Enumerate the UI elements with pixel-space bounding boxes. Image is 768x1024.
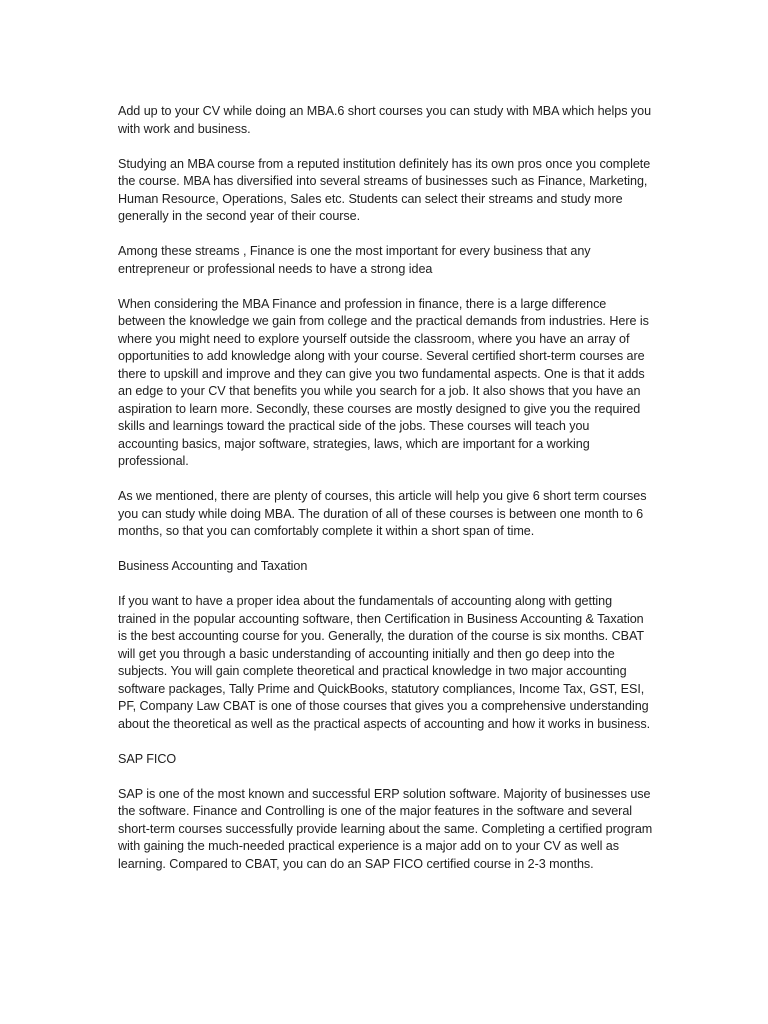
mba-finance-paragraph: When considering the MBA Finance and profession in finance, there is a large difference between the knowledge we gain from college and the practical demands from industries. Here is where you might need to explore yourself outside the classroom, where you have an array of opportunities to add knowledge along with your course. Several certified short-term courses are there to upskill and improve and they can give you two fundamental aspects. One is that it adds an edge to your CV that benefits you while you search for a job. It also shows that you have an aspiration to learn more. Secondly, these courses are mostly designed to give you the required skills and learnings toward the practical side of the jobs. These courses will teach you accounting basics, major software, strategies, laws, which are important for a working professional. [118,296,649,468]
section-heading-sap-fico: SAP FICO [118,751,177,766]
section-heading-business-accounting: Business Accounting and Taxation [118,559,308,573]
mba-overview-paragraph: Studying an MBA course from a reputed institution definitely has its own pros once you complete the course. MBA has diversified into several streams of businesses such as Finance, Marketing, Human Resource, Operations, Sales etc. Students can select their streams and study more generally in the second year of their course. [118,156,651,223]
cbat-paragraph: If you want to have a proper idea about the fundamentals of accounting along with getting trained in the popular accounting software, then Certification in Business Accounting & Taxation is the best accounting course for you. Generally, the duration of the course is six months. CBAT will get you through a basic understanding of accounting initially and then go deep into the subjects. You will gain complete theoretical and practical knowledge in two major accounting software packages, Tally Prime and QuickBooks, statutory compliances, Income Tax, GST, ESI, PF, Company Law CBAT is one of those courses that gives you a comprehensive understanding about the theoretical as well as the practical aspects of accounting and how it works in business. [118,594,651,731]
document-body [118,103,653,873]
courses-intro-paragraph: As we mentioned, there are plenty of courses, this article will help you give 6 short term courses you can study while doing MBA. The duration of all of these courses is between one month to 6 months, so that you can comfortably complete it within a short span of time. [118,489,647,538]
finance-stream-paragraph: Among these streams , Finance is one the most important for every business that any entrepreneur or professional needs to have a strong idea [118,244,591,276]
intro-paragraph: Add up to your CV while doing an MBA.6 short courses you can study with MBA which helps you with work and business. [118,104,652,136]
sap-fico-paragraph: SAP is one of the most known and successful ERP solution software. Majority of businesses use the software. Finance and Controlling is one of the major features in the software and several short-term courses successfully provide learning about the same. Completing a certified program with gaining the much-needed practical experience is a major add on to your CV as well as learning. Compared to CBAT, you can do an SAP FICO certified course in 2-3 months. [118,786,653,871]
